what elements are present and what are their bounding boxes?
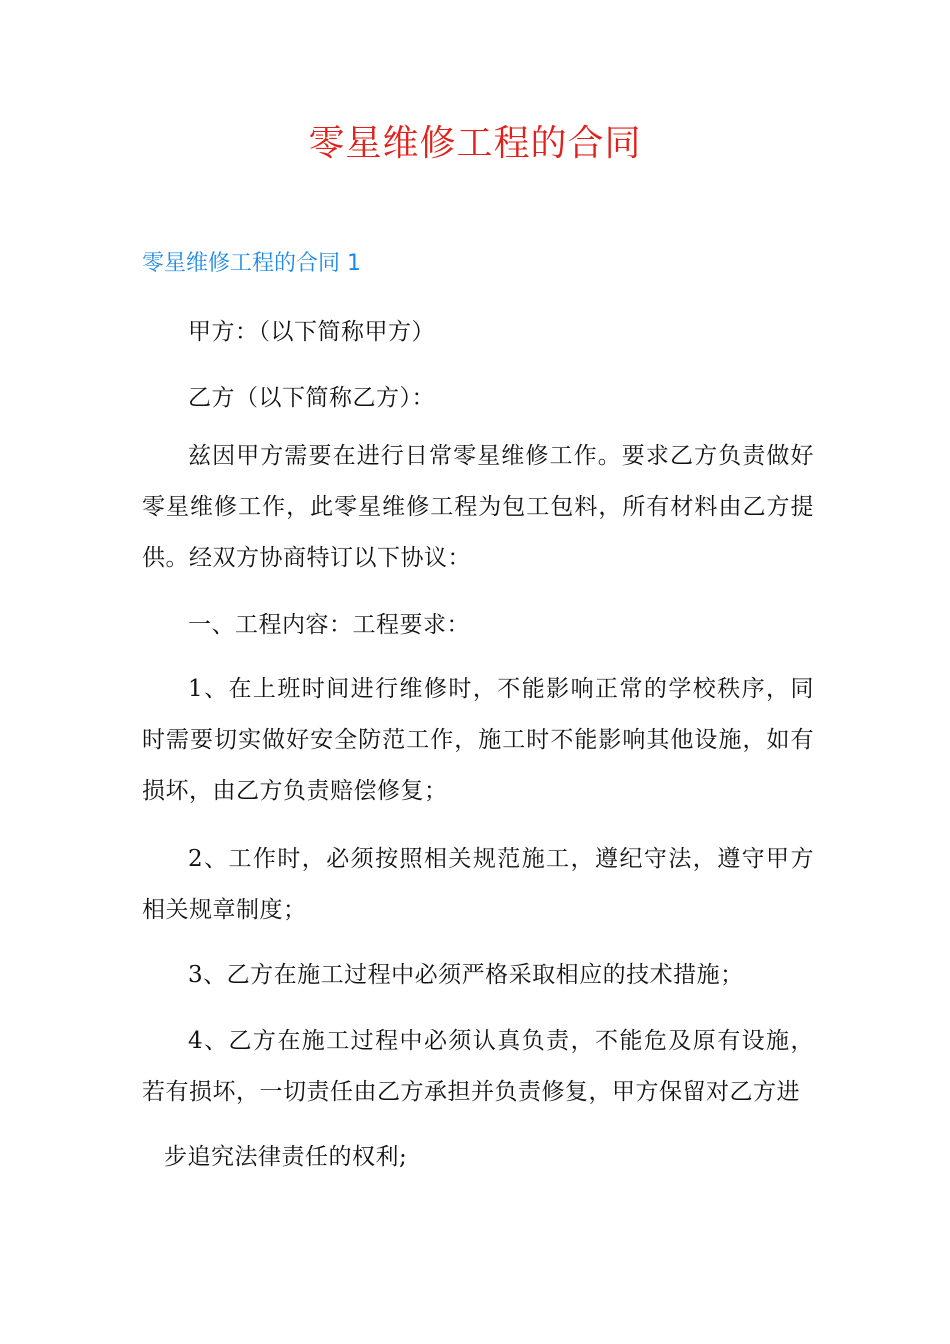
clause-item-3: 3、乙方在施工过程中必须严格采取相应的技术措施； [188, 962, 744, 988]
party-b-line: 乙方（以下简称乙方）： [188, 385, 435, 411]
clause-item-1: 1、在上班时间进行维修时，不能影响正常的学校秩序，同时需要切实做好安全防范工作，施工时不能影响其他设施，如有损坏，由乙方负责赔偿修复； [142, 676, 814, 804]
party-a-line: 甲方：（以下简称甲方） [188, 319, 435, 345]
section-heading-1: 一、工程内容：工程要求： [188, 612, 470, 638]
clause-item-2: 2、工作时，必须按照相关规范施工，遵纪守法，遵守甲方相关规章制度； [142, 846, 814, 923]
clause-item-4: 4、乙方在施工过程中必须认真负责，不能危及原有设施，若有损坏，一切责任由乙方承担并负责修复，甲方保留对乙方进 [142, 1028, 814, 1105]
intro-paragraph: 兹因甲方需要在进行日常零星维修工作。要求乙方负责做好零星维修工作，此零星维修工程为包工包料，所有材料由乙方提供。经双方协商特订以下协议： [142, 443, 814, 571]
contract-subtitle: 零星维修工程的合同 1 [142, 251, 361, 276]
document-title: 零星维修工程的合同 [308, 123, 642, 164]
clause-item-4-continuation: 步追究法律责任的权利; [164, 1144, 408, 1170]
